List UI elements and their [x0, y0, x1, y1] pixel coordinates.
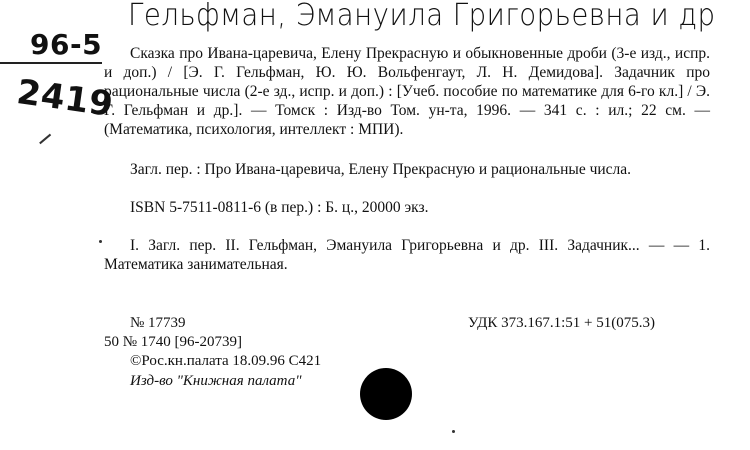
bibliographic-description: Сказка про Ивана-царевича, Елену Прекрасную и обыкновенные дроби (3-е изд., испр. и доп.) / [Э. Г. Гельфман, Ю. Ю. Вольфенгаут, Л. Н. Демидова]. Задачник про рациональные числа (2-е зд., испр. и доп.) : [Учеб. пособие по математике для 6-го кл.] / Э. Г. Гельфман и др.]. — Томск : Изд-во Том. ун-та, 1996. — 341 с. : ил.; 22 см. — (Математика, психология, интеллект : МПИ).: [104, 45, 710, 138]
title-note: Загл. пер. : Про Ивана-царевича, Елену Прекрасную и рациональные числа.: [130, 161, 632, 178]
tracings: I. Загл. пер. II. Гельфман, Эмануила Григорьевна и др. III. Задачник... — — 1. Математика занимательная.: [104, 237, 710, 273]
ink-speck: [452, 430, 455, 433]
punch-hole: [360, 368, 412, 420]
handwritten-author-heading: Гельфман, Эмануила Григорьевна и др: [128, 0, 716, 33]
publisher-line: Изд-во "Книжная палата": [130, 373, 302, 389]
ink-speck: [99, 240, 102, 243]
handwritten-call-number-bottom: 2419: [14, 72, 116, 126]
pencil-mark: [39, 134, 51, 144]
handwritten-call-number-top: 96-5: [30, 28, 103, 61]
accession-number-secondary: 50 № 1740 [96-20739]: [104, 334, 243, 350]
copyright-line: ©Рос.кн.палата 18.09.96 С421: [130, 353, 322, 369]
isbn-line: ISBN 5-7511-0811-6 (в пер.) : Б. ц., 20000 экз.: [130, 199, 429, 216]
accession-number: № 17739: [130, 315, 186, 331]
handwritten-underline: [0, 62, 102, 64]
udc-classification: УДК 373.167.1:51 + 51(075.3): [468, 315, 655, 331]
